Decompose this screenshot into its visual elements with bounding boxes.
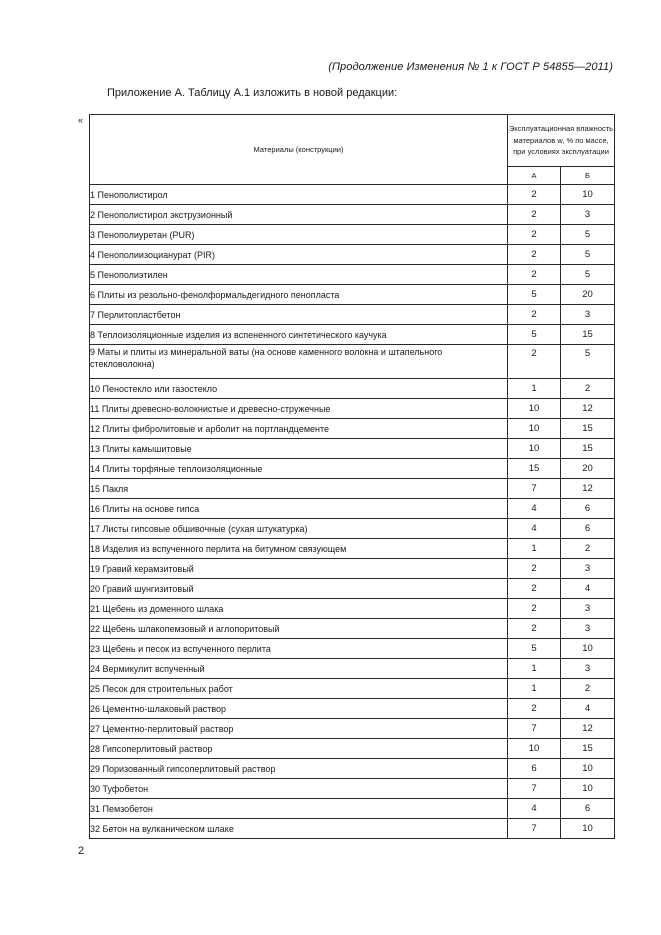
moisture-b-cell: 2 (561, 379, 615, 399)
moisture-b-cell: 10 (561, 819, 615, 839)
table-row (90, 799, 615, 819)
table-row (90, 619, 615, 639)
table-row (90, 559, 615, 579)
moisture-b-cell: 3 (561, 659, 615, 679)
moisture-a-cell: 4 (508, 499, 561, 519)
table-row (90, 719, 615, 739)
moisture-a-cell: 2 (508, 345, 561, 379)
moisture-b-cell: 15 (561, 439, 615, 459)
material-name-cell: 3 Пенополиуретан (PUR) (90, 225, 508, 245)
moisture-a-cell: 1 (508, 659, 561, 679)
material-name-cell: 18 Изделия из вспученного перлита на битумном связующем (90, 539, 508, 559)
moisture-a-cell: 5 (508, 285, 561, 305)
material-name-cell: 30 Туфобетон (90, 779, 508, 799)
moisture-b-cell: 6 (561, 519, 615, 539)
table-row (90, 285, 615, 305)
moisture-a-cell: 4 (508, 519, 561, 539)
table-row (90, 639, 615, 659)
moisture-a-cell: 10 (508, 419, 561, 439)
table-row (90, 679, 615, 699)
moisture-b-cell: 10 (561, 185, 615, 205)
table-row (90, 325, 615, 345)
table-row (90, 739, 615, 759)
material-name-cell: 23 Щебень и песок из вспученного перлита (90, 639, 508, 659)
moisture-b-cell: 10 (561, 779, 615, 799)
intro-text: Приложение А. Таблицу А.1 изложить в новой редакции: (107, 87, 398, 99)
moisture-a-cell: 7 (508, 819, 561, 839)
moisture-b-cell: 20 (561, 459, 615, 479)
moisture-a-cell: 2 (508, 245, 561, 265)
table-row (90, 439, 615, 459)
material-name-cell: 13 Плиты камышитовые (90, 439, 508, 459)
table-row (90, 499, 615, 519)
table-row (90, 819, 615, 839)
moisture-b-cell: 5 (561, 345, 615, 379)
moisture-a-cell: 10 (508, 439, 561, 459)
moisture-b-cell: 3 (561, 619, 615, 639)
moisture-b-cell: 5 (561, 265, 615, 285)
material-name-cell: 17 Листы гипсовые обшивочные (сухая штукатурка) (90, 519, 508, 539)
table-row (90, 779, 615, 799)
moisture-a-cell: 2 (508, 619, 561, 639)
material-name-cell: 5 Пенополиэтилен (90, 265, 508, 285)
material-name-cell: 25 Песок для строительных работ (90, 679, 508, 699)
material-name-cell: 20 Гравий шунгизитовый (90, 579, 508, 599)
moisture-a-cell: 2 (508, 599, 561, 619)
moisture-a-cell: 15 (508, 459, 561, 479)
moisture-b-cell: 6 (561, 799, 615, 819)
moisture-a-cell: 2 (508, 559, 561, 579)
table-row (90, 419, 615, 439)
material-name-cell: 28 Гипсоперлитовый раствор (90, 739, 508, 759)
moisture-a-cell: 2 (508, 305, 561, 325)
table-row (90, 345, 615, 379)
moisture-b-cell: 3 (561, 599, 615, 619)
table-header-row (90, 115, 615, 167)
opening-quote-mark: « (78, 115, 84, 125)
material-name-cell: 32 Бетон на вулканическом шлаке (90, 819, 508, 839)
moisture-b-cell: 5 (561, 245, 615, 265)
table-row (90, 265, 615, 285)
material-name-cell: 4 Пенополиизоцианурат (PIR) (90, 245, 508, 265)
table-row (90, 225, 615, 245)
moisture-a-cell: 10 (508, 399, 561, 419)
moisture-a-cell: 6 (508, 759, 561, 779)
moisture-a-cell: 2 (508, 265, 561, 285)
table-row (90, 759, 615, 779)
material-name-cell: 2 Пенополистирол экструзионный (90, 205, 508, 225)
moisture-b-cell: 2 (561, 539, 615, 559)
moisture-a-cell: 10 (508, 739, 561, 759)
moisture-a-cell: 1 (508, 379, 561, 399)
material-name-cell: 9 Маты и плиты из минеральной ваты (на основе каменного волокна и штапельного стекловолокна) (90, 345, 508, 379)
material-name-cell: 11 Плиты древесно-волокнистые и древесно-стружечные (90, 399, 508, 419)
moisture-a-cell: 4 (508, 799, 561, 819)
table-row (90, 205, 615, 225)
material-name-cell: 22 Щебень шлакопемзовый и аглопоритовый (90, 619, 508, 639)
table-row (90, 245, 615, 265)
materials-moisture-table (89, 114, 615, 839)
material-name-cell: 8 Теплоизоляционные изделия из вспененного синтетического каучука (90, 325, 508, 345)
moisture-b-cell: 10 (561, 759, 615, 779)
moisture-b-cell: 20 (561, 285, 615, 305)
moisture-b-cell: 12 (561, 399, 615, 419)
moisture-b-cell: 15 (561, 325, 615, 345)
moisture-b-cell: 15 (561, 419, 615, 439)
moisture-a-cell: 1 (508, 679, 561, 699)
moisture-a-cell: 5 (508, 639, 561, 659)
header-condition-a: А (508, 167, 561, 185)
moisture-a-cell: 2 (508, 579, 561, 599)
material-name-cell: 10 Пеностекло или газостекло (90, 379, 508, 399)
table-row (90, 305, 615, 325)
moisture-b-cell: 12 (561, 719, 615, 739)
material-name-cell: 1 Пенополистирол (90, 185, 508, 205)
header-moisture: Эксплуатационная влажность материалов w, % по массе, при условиях эксплуатации (508, 115, 615, 167)
material-name-cell: 7 Перлитопластбетон (90, 305, 508, 325)
table-row (90, 519, 615, 539)
table-body (90, 185, 615, 839)
material-name-cell: 15 Пакля (90, 479, 508, 499)
moisture-b-cell: 4 (561, 699, 615, 719)
moisture-a-cell: 7 (508, 479, 561, 499)
moisture-a-cell: 7 (508, 719, 561, 739)
header-materials: Материалы (конструкции) (90, 115, 508, 185)
moisture-b-cell: 3 (561, 205, 615, 225)
header-condition-b: Б (561, 167, 615, 185)
moisture-b-cell: 3 (561, 559, 615, 579)
table-row (90, 379, 615, 399)
moisture-b-cell: 12 (561, 479, 615, 499)
moisture-a-cell: 2 (508, 205, 561, 225)
table-row (90, 459, 615, 479)
table-row (90, 659, 615, 679)
moisture-a-cell: 2 (508, 225, 561, 245)
material-name-cell: 29 Поризованный гипсоперлитовый раствор (90, 759, 508, 779)
material-name-cell: 24 Вермикулит вспученный (90, 659, 508, 679)
material-name-cell: 27 Цементно-перлитовый раствор (90, 719, 508, 739)
moisture-b-cell: 3 (561, 305, 615, 325)
moisture-b-cell: 6 (561, 499, 615, 519)
table-row (90, 479, 615, 499)
moisture-a-cell: 1 (508, 539, 561, 559)
moisture-b-cell: 4 (561, 579, 615, 599)
material-name-cell: 21 Щебень из доменного шлака (90, 599, 508, 619)
table-row (90, 539, 615, 559)
table-row (90, 599, 615, 619)
table-row (90, 699, 615, 719)
moisture-a-cell: 2 (508, 699, 561, 719)
moisture-a-cell: 2 (508, 185, 561, 205)
table-row (90, 399, 615, 419)
moisture-b-cell: 2 (561, 679, 615, 699)
document-header-note: (Продолжение Изменения № 1 к ГОСТ Р 54855—2011) (328, 61, 613, 73)
moisture-b-cell: 5 (561, 225, 615, 245)
moisture-a-cell: 7 (508, 779, 561, 799)
moisture-b-cell: 10 (561, 639, 615, 659)
moisture-a-cell: 5 (508, 325, 561, 345)
moisture-b-cell: 15 (561, 739, 615, 759)
material-name-cell: 14 Плиты торфяные теплоизоляционные (90, 459, 508, 479)
material-name-cell: 19 Гравий керамзитовый (90, 559, 508, 579)
material-name-cell: 12 Плиты фибролитовые и арболит на портландцементе (90, 419, 508, 439)
table-row (90, 185, 615, 205)
page-number: 2 (78, 845, 85, 857)
material-name-cell: 31 Пемзобетон (90, 799, 508, 819)
table-row (90, 579, 615, 599)
material-name-cell: 6 Плиты из резольно-фенолформальдегидного пенопласта (90, 285, 508, 305)
material-name-cell: 26 Цементно-шлаковый раствор (90, 699, 508, 719)
material-name-cell: 16 Плиты на основе гипса (90, 499, 508, 519)
